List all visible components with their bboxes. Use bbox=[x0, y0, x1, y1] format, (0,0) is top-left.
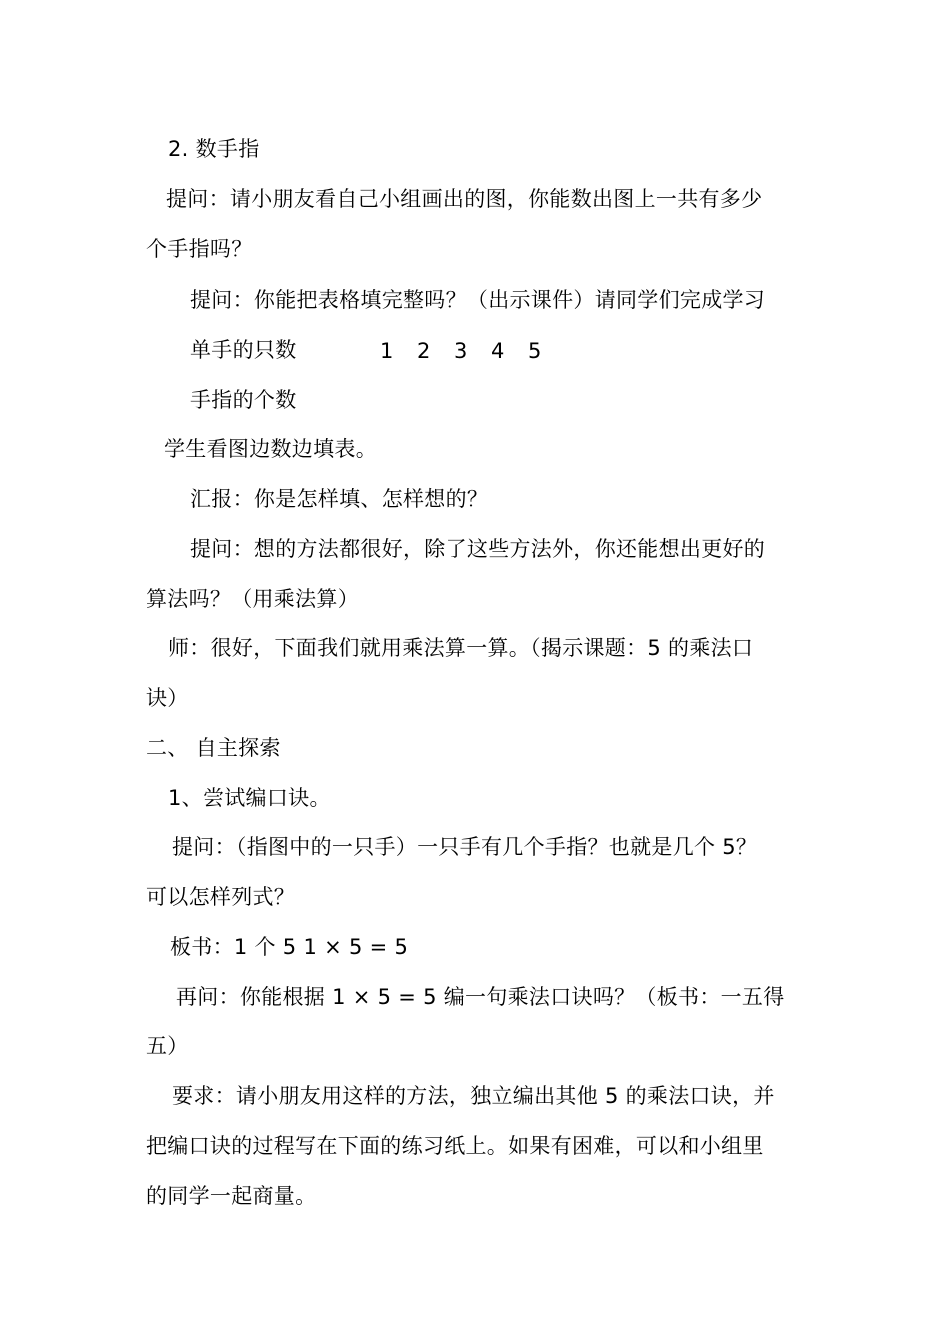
table-cell: 3 bbox=[454, 339, 468, 363]
paragraph-line: 可以怎样列式？ bbox=[146, 885, 296, 909]
paragraph-line: 诀） bbox=[146, 686, 189, 710]
table-cell: 4 bbox=[491, 339, 505, 363]
paragraph-line: 学生看图边数边填表。 bbox=[164, 437, 377, 461]
table-cell: 2 bbox=[417, 339, 431, 363]
table-cell: 1 bbox=[380, 339, 394, 363]
paragraph-line: 提问：（指图中的一只手）一只手有几个手指？也就是几个 5？ bbox=[172, 835, 758, 859]
paragraph-line: 再问：你能根据 1 × 5 = 5 编一句乘法口诀吗？（板书：一五得 bbox=[176, 985, 785, 1009]
paragraph-line: 汇报：你是怎样填、怎样想的？ bbox=[190, 487, 489, 511]
table-row-label: 手指的个数 bbox=[190, 388, 297, 412]
paragraph-line: 提问：你能把表格填完整吗？（出示课件）请同学们完成学习 bbox=[190, 288, 766, 312]
paragraph-line: 的同学一起商量。 bbox=[146, 1184, 317, 1208]
table-cell: 5 bbox=[528, 339, 542, 363]
paragraph-line: 提问：请小朋友看自己小组画出的图，你能数出图上一共有多少 bbox=[166, 187, 763, 211]
paragraph-line: 五） bbox=[146, 1034, 189, 1058]
paragraph-line: 提问：想的方法都很好，除了这些方法外，你还能想出更好的 bbox=[190, 537, 766, 561]
section-heading: 2. 数手指 bbox=[168, 137, 260, 161]
table-row-label: 单手的只数 bbox=[190, 338, 297, 362]
paragraph-line: 算法吗？（用乘法算） bbox=[146, 587, 359, 611]
paragraph-line: 个手指吗？ bbox=[146, 237, 253, 261]
subsection-heading: 1、尝试编口诀。 bbox=[168, 786, 331, 810]
section-heading: 二、 自主探索 bbox=[146, 736, 281, 760]
table-row-values bbox=[380, 336, 565, 366]
paragraph-line: 板书：1 个 5 1 × 5 = 5 bbox=[170, 935, 409, 959]
paragraph-line: 要求：请小朋友用这样的方法，独立编出其他 5 的乘法口诀，并 bbox=[172, 1084, 775, 1108]
paragraph-line: 师：很好，下面我们就用乘法算一算。（揭示课题：5 的乘法口 bbox=[168, 636, 754, 660]
paragraph-line: 把编口诀的过程写在下面的练习纸上。如果有困难，可以和小组里 bbox=[146, 1134, 764, 1158]
